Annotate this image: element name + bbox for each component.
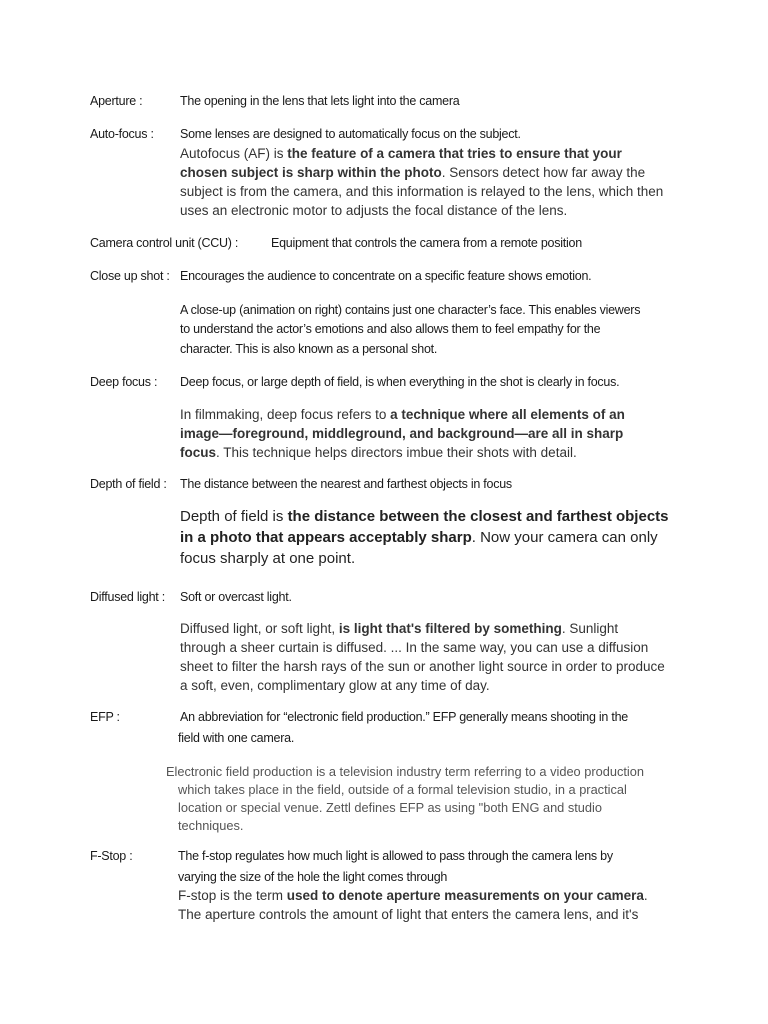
- autofocus-detail-line-4: uses an electronic motor to adjusts the focal distance of the lens.: [180, 203, 568, 218]
- fstop-detail-line-2: The aperture controls the amount of light that enters the camera lens, and it's: [178, 907, 639, 922]
- definition-dof: The distance between the nearest and farthest objects in focus: [180, 477, 512, 491]
- definition-efp-line-1: An abbreviation for “electronic field production.” EFP generally means shooting in the: [180, 710, 628, 724]
- term-ccu: Camera control unit (CCU) :: [90, 236, 239, 250]
- closeup-detail-line-3: character. This is also known as a personal shot.: [180, 342, 438, 356]
- definition-fstop-line-1: The f-stop regulates how much light is allowed to pass through the camera lens by: [178, 849, 613, 863]
- deepfocus-detail-line-2: image—foreground, middleground, and background—are all in sharp: [180, 426, 624, 441]
- term-closeup: Close up shot :: [90, 269, 170, 283]
- dof-detail-line-3: focus sharply at one point.: [180, 550, 356, 567]
- autofocus-detail-line-3: subject is from the camera, and this information is relayed to the lens, which then: [180, 184, 664, 199]
- efp-detail-line-3: location or special venue. Zettl defines EFP as using "both ENG and studio: [178, 800, 603, 815]
- definition-autofocus: Some lenses are designed to automatically focus on the subject.: [180, 127, 521, 141]
- closeup-detail-line-1: A close-up (animation on right) contains just one character’s face. This enables viewers: [180, 303, 641, 317]
- efp-detail-line-2: which takes place in the field, outside of a formal television studio, in a practical: [178, 782, 627, 797]
- definition-aperture: The opening in the lens that lets light into the camera: [180, 94, 460, 108]
- term-dof: Depth of field :: [90, 477, 167, 491]
- definition-deepfocus: Deep focus, or large depth of field, is when everything in the shot is clearly in focus.: [180, 375, 620, 389]
- fstop-detail-line-1: F-stop is the term used to denote aperture measurements on your camera.: [178, 888, 648, 903]
- closeup-detail-line-2: to understand the actor’s emotions and also allows them to feel empathy for the: [180, 322, 601, 336]
- deepfocus-detail-line-1: In filmmaking, deep focus refers to a technique where all elements of an: [180, 407, 625, 422]
- definition-fstop-line-2: varying the size of the hole the light comes through: [178, 870, 448, 884]
- dof-detail-line-2: in a photo that appears acceptably sharp. Now your camera can only: [180, 529, 658, 546]
- diffused-detail-line-3: sheet to filter the harsh rays of the sun or another light source in order to produce: [180, 659, 665, 674]
- term-efp: EFP :: [90, 710, 120, 724]
- term-fstop: F-Stop :: [90, 849, 133, 863]
- definition-diffused: Soft or overcast light.: [180, 590, 292, 604]
- autofocus-detail-line-1: Autofocus (AF) is the feature of a camera that tries to ensure that your: [180, 146, 622, 161]
- diffused-detail-line-1: Diffused light, or soft light, is light that's filtered by something. Sunlight: [180, 621, 619, 636]
- efp-detail-line-1: Electronic field production is a television industry term referring to a video production: [166, 764, 644, 779]
- efp-detail-line-4: techniques.: [178, 818, 244, 833]
- deepfocus-detail-line-3: focus. This technique helps directors imbue their shots with detail.: [180, 445, 577, 460]
- term-aperture: Aperture :: [90, 94, 143, 108]
- diffused-detail-line-2: through a sheer curtain is diffused. ... In the same way, you can use a diffusion: [180, 640, 649, 655]
- definition-ccu: Equipment that controls the camera from a remote position: [271, 236, 582, 250]
- definition-efp-line-2: field with one camera.: [178, 731, 295, 745]
- term-diffused: Diffused light :: [90, 590, 165, 604]
- autofocus-detail-line-2: chosen subject is sharp within the photo. Sensors detect how far away the: [180, 165, 646, 180]
- definition-closeup: Encourages the audience to concentrate on a specific feature shows emotion.: [180, 269, 592, 283]
- dof-detail-line-1: Depth of field is the distance between the closest and farthest objects: [180, 508, 669, 525]
- diffused-detail-line-4: a soft, even, complimentary glow at any time of day.: [180, 678, 490, 693]
- term-deepfocus: Deep focus :: [90, 375, 158, 389]
- term-autofocus: Auto-focus :: [90, 127, 154, 141]
